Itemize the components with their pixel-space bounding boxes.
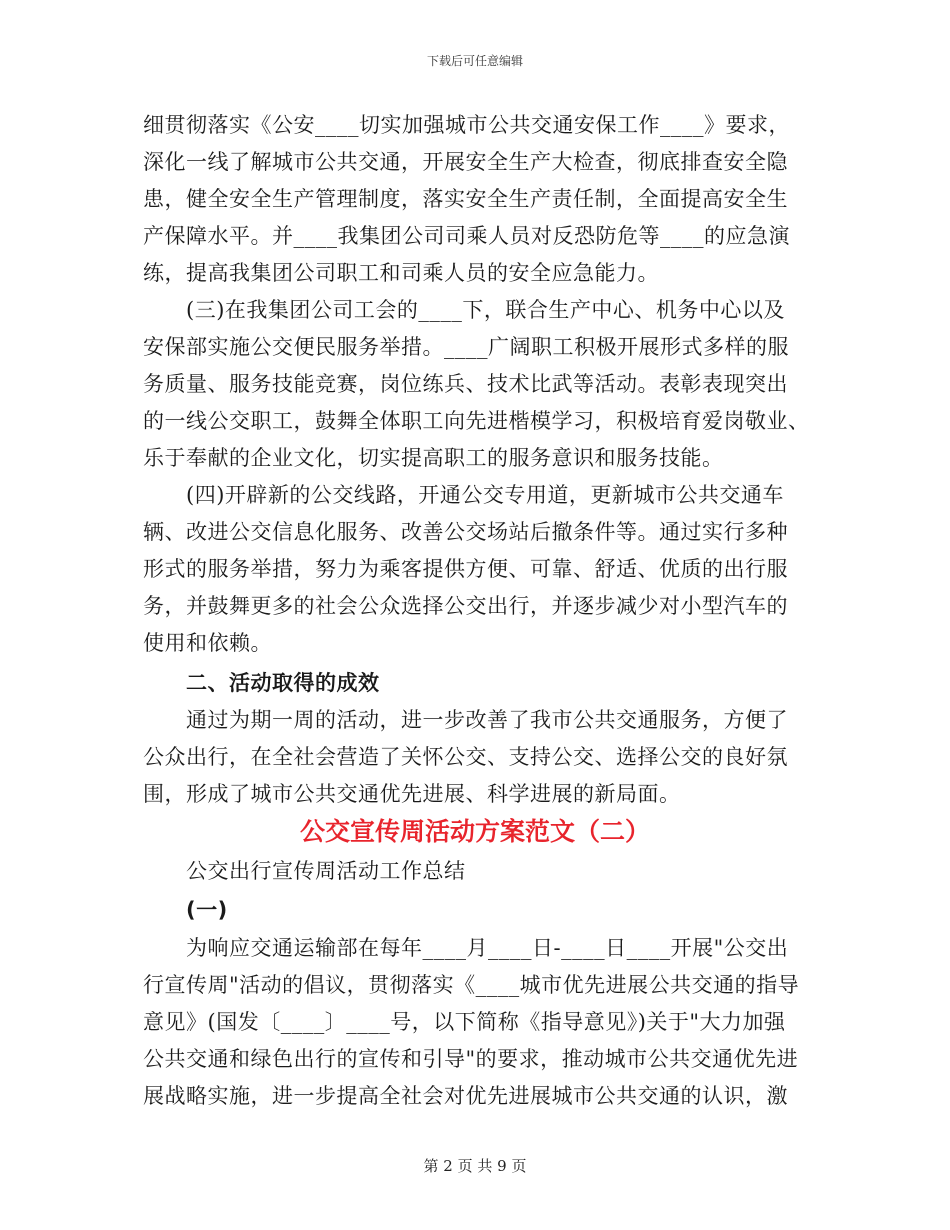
paragraph-line: 意见》(国发〔____〕____号，以下简称《指导意见》)关于"大力加强 (143, 1010, 786, 1034)
paragraph-line: 为响应交通运输部在每年____月____日-____日____开展"公交出 (186, 936, 789, 960)
paragraph-line: 行宣传周"活动的倡议，贯彻落实《____城市优先进展公共交通的指导 (143, 973, 800, 997)
paragraph-line: 安保部实施公交便民服务举措。____广阔职工积极开展形式多样的服 (143, 335, 789, 359)
paragraph-line: 围，形成了城市公共交通优先进展、科学进展的新局面。 (143, 782, 681, 806)
paragraph-line: 深化一线了解城市公共交通，开展安全生产大检查，彻底排查安全隐 (143, 150, 788, 174)
paragraph-line: 产保障水平。并____我集团公司司乘人员对反恐防危等____的应急演 (143, 224, 790, 248)
page-footer: 第 2 页 共 9 页 (423, 1157, 527, 1175)
paragraph-line: 乐于奉献的企业文化，切实提高职工的服务意识和服务技能。 (143, 446, 724, 470)
paragraph-line: (四)开辟新的公交线路，开通公交专用道，更新城市公共交通车 (186, 483, 784, 507)
paragraph-line: 务质量、服务技能竞赛，岗位练兵、技术比武等活动。表彰表现突出 (143, 372, 788, 396)
page-header: 下载后可任意编辑 (426, 54, 523, 68)
subtitle-line: 公交出行宣传周活动工作总结 (186, 859, 466, 883)
paragraph-line: 形式的服务举措，努力为乘客提供方便、可靠、舒适、优质的出行服 (143, 557, 788, 581)
paragraph-line: 公共交通和绿色出行的宣传和引导"的要求，推动城市公共交通优先进 (143, 1047, 799, 1071)
paragraph-line: 通过为期一周的活动，进一步改善了我市公共交通服务，方便了 (186, 708, 788, 732)
paragraph-line: 患，健全安全生产管理制度，落实安全生产责任制，全面提高安全生 (143, 187, 788, 211)
document-title: 公交宣传周活动方案范文（二） (299, 817, 650, 846)
paragraph-line: 细贯彻落实《公安____切实加强城市公共交通安保工作____》要求， (143, 113, 790, 137)
paragraph-line: 使用和依赖。 (143, 631, 272, 655)
paragraph-line: 的一线公交职工，鼓舞全体职工向先进楷模学习，积极培育爱岗敬业、 (143, 409, 810, 433)
paragraph-line: 务，并鼓舞更多的社会公众选择公交出行，并逐步减少对小型汽车的 (143, 594, 788, 618)
paragraph-line: 练，提高我集团公司职工和司乘人员的安全应急能力。 (143, 261, 659, 285)
subsection-heading: (一) (186, 898, 228, 922)
paragraph-line: 辆、改进公交信息化服务、改善公交场站后撤条件等。通过实行多种 (143, 520, 788, 544)
section-heading: 二、活动取得的成效 (186, 671, 380, 695)
paragraph-line: 展战略实施，进一步提高全社会对优先进展城市公共交通的认识，激 (143, 1084, 788, 1108)
paragraph-line: (三)在我集团公司工会的____下，联合生产中心、机务中心以及 (186, 298, 785, 322)
paragraph-line: 公众出行，在全社会营造了关怀公交、支持公交、选择公交的良好氛 (143, 745, 788, 769)
